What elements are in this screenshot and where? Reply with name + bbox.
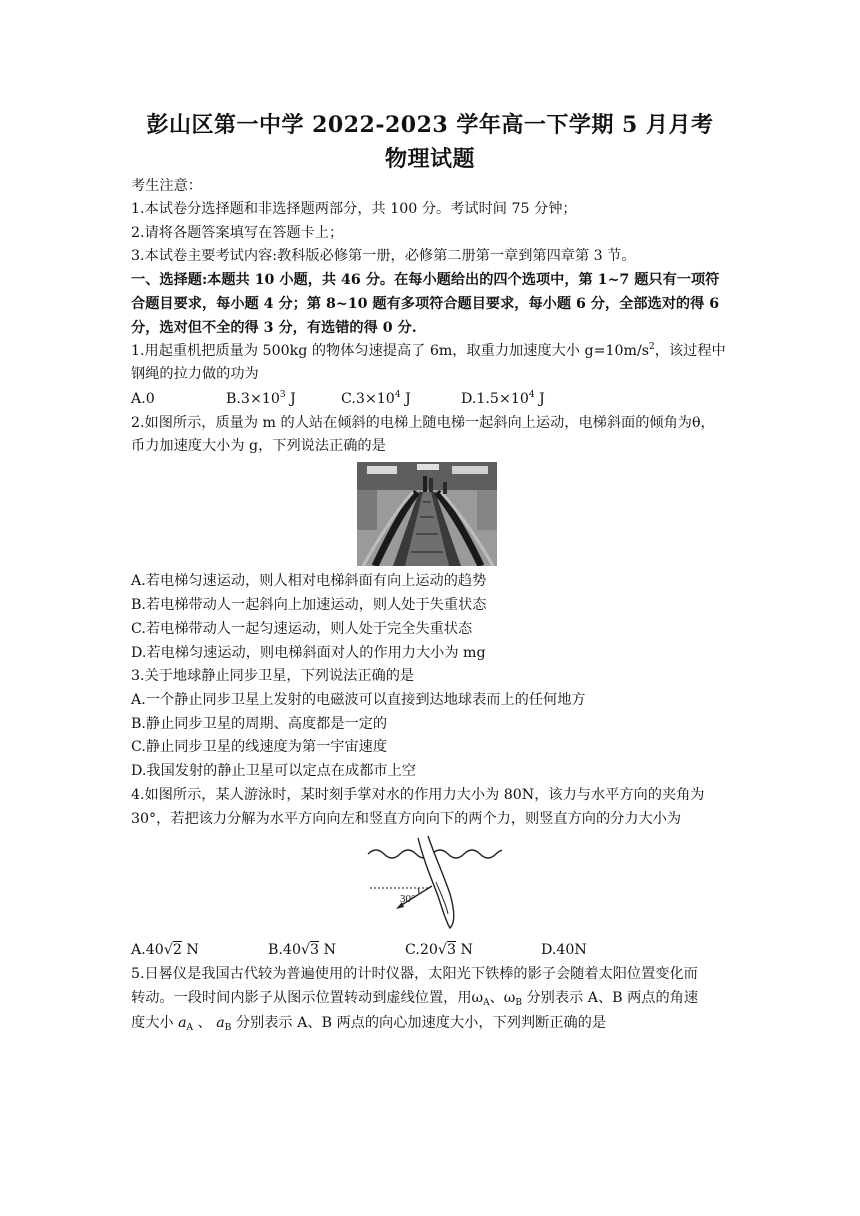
- q4-option-a: A.40√2 N: [131, 942, 199, 958]
- q4-option-d: D.40N: [541, 942, 587, 958]
- q4-stem-line2: 30°，若把该力分解为水平方向向左和竖直方向向下的两个力，则竖直方向的分力大小为: [131, 811, 682, 827]
- q1-options: [131, 389, 731, 409]
- exam-subtitle: 物理试题: [384, 146, 475, 172]
- notice-item-2: 2.请将各题答案填写在答题卡上；: [131, 225, 344, 241]
- q1-option-d: $D.1.5\times 10^4$ J: [461, 390, 545, 407]
- q2-stem-line2: 币力加速度大小为 g，下列说法正确的是: [131, 438, 386, 454]
- q2-option-d: D.若电梯匀速运动，则电梯斜面对人的作用力大小为 mg: [131, 645, 486, 661]
- q2-option-b: B.若电梯带动人一起斜向上加速运动，则人处于失重状态: [131, 597, 487, 613]
- q4-option-c: C.20√3 N: [405, 942, 473, 958]
- q5-stem-line2: 转动。一段时间内影子从图示位置转动到虚线位置，用$\omega_A$、$\omega_B$ 分别表示 A、B 两点的角速: [131, 990, 699, 1008]
- q3-option-a: A.一个静止同步卫星上发射的电磁波可以直接到达地球表而上的任何地方: [131, 692, 586, 708]
- escalator-photo: [357, 462, 497, 566]
- section-instructions-1: 一、选择题:本题共 10 小题，共 46 分。在每小题给出的四个选项中，第 1~7 题只有一项符: [131, 272, 720, 288]
- section-instructions-3: 分，选对但不全的得 3 分，有选错的得 0 分.: [131, 320, 417, 336]
- angle-label: 30°: [400, 893, 416, 905]
- q4-option-b: B.40√3 N: [268, 942, 337, 958]
- q1-option-c: $C.3\times 10^4$ J: [341, 390, 411, 407]
- q4-options: [131, 940, 731, 962]
- q1-option-b: $B.3\times 10^3$ J: [226, 390, 296, 407]
- q3-option-c: C.静止同步卫星的线速度为第一宇宙速度: [131, 739, 388, 755]
- q5-stem-line3: 度大小 $a_A$ 、 $a_B$ 分别表示 A、B 两点的向心加速度大小，下列判断正确的是: [131, 1015, 607, 1033]
- notice-heading: 考生注意：: [131, 178, 202, 194]
- section-instructions-2: 合题目要求，每小题 4 分；第 8~10 题有多项符合题目要求，每小题 6 分，全部选对的得 6: [131, 296, 720, 312]
- swimming-hand-figure: [366, 832, 502, 932]
- q3-option-d: D.我国发射的静止卫星可以定点在成都市上空: [131, 763, 416, 779]
- q1-stem-line2: 钢绳的拉力做的功为: [131, 366, 259, 382]
- q3-option-b: B.静止同步卫星的周期、高度都是一定的: [131, 716, 388, 732]
- notice-item-3: 3.本试卷主要考试内容:教科版必修第一册，必修第二册第一章到第四章第 3 节。: [131, 248, 636, 264]
- q2-option-a: A.若电梯匀速运动，则人相对电梯斜面有向上运动的趋势: [131, 573, 487, 589]
- q2-stem-line1: 2.如图所示，质量为 m 的人站在倾斜的电梯上随电梯一起斜向上运动，电梯斜面的倾角为θ，: [131, 415, 715, 431]
- q5-stem-line1: 5.日晷仪是我国古代较为普遍使用的计时仪器，太阳光下铁棒的影子会随着太阳位置变化而: [131, 966, 698, 982]
- notice-item-1: 1.本试卷分选择题和非选择题两部分，共 100 分。考试时间 75 分钟；: [131, 201, 577, 217]
- q1-option-a: A.0: [131, 391, 155, 407]
- exam-title: 彭山区第一中学 2022-2023 学年高一下学期 5 月月考: [146, 112, 714, 138]
- q3-stem: 3.关于地球静止同步卫星，下列说法正确的是: [131, 668, 415, 684]
- q1-stem-line1: 1.用起重机把质量为 500kg 的物体匀速提高了 6m，取重力加速度大小 $g=10m/s^2$，该过程中: [131, 342, 726, 359]
- q4-stem-line1: 4.如图所示，某人游泳时，某时刻手掌对水的作用力大小为 80N，该力与水平方向的夹角为: [131, 787, 705, 803]
- q2-option-c: C.若电梯带动人一起匀速运动，则人处于完全失重状态: [131, 621, 473, 637]
